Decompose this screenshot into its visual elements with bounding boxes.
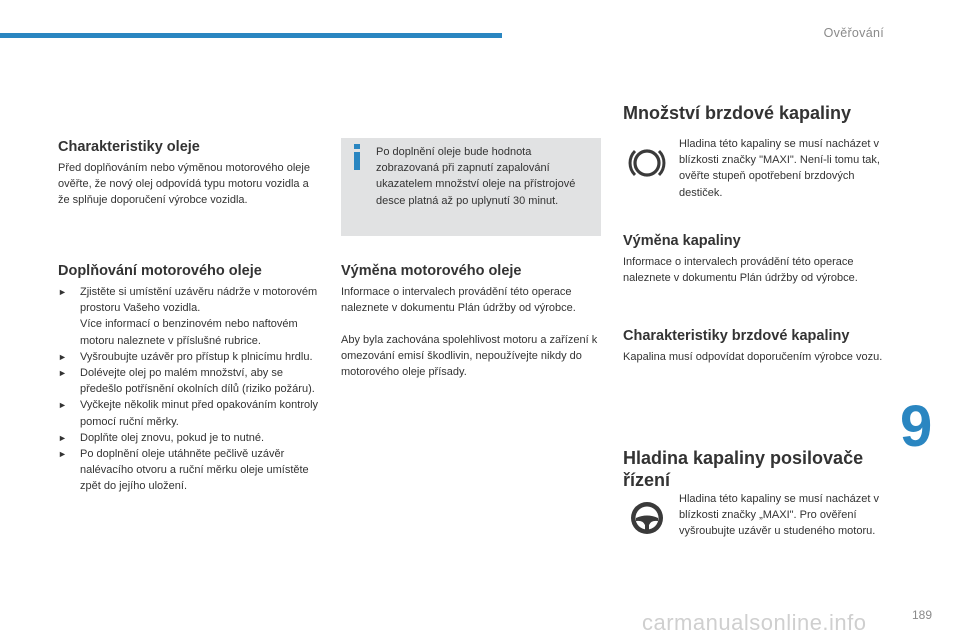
arrow-bullet-icon: ► (58, 400, 67, 411)
list-item: ► Zjistěte si umístění uzávěru nádrže v motorovém prostoru Vašeho vozidla. (58, 286, 318, 315)
info-box (341, 138, 601, 236)
header-accent-bar (0, 33, 502, 38)
watermark: carmanualsonline.info (642, 610, 867, 635)
arrow-bullet-icon: ► (58, 368, 67, 379)
info-text: Po doplnění oleje bude hodnota zobrazovaná při zapnutí zapalování ukazatelem množství oleje na přístrojové desce platná až po uplynutí 30 minut. (376, 146, 576, 207)
power-steering-heading: Hladina kapaliny posilovače řízení (623, 448, 864, 490)
oil-additives-text: Aby byla zachována spolehlivost motoru a zařízení k omezování emisí škodlivin, nepoužívejte nikdy do motorového oleje přísady. (341, 334, 598, 379)
list-item: ► Po doplnění oleje utáhněte pečlivě uzávěr nalévacího otvoru a ruční měrku oleje umístěte zpět do jejího uložení. (58, 448, 309, 493)
oil-change-text: Informace o intervalech provádění této operace naleznete v dokumentu Plán údržby od výrobce. (341, 286, 576, 315)
oil-characteristics-heading: Charakteristiky oleje (58, 139, 200, 155)
brake-fluid-characteristics-heading: Charakteristiky brzdové kapaliny (623, 328, 850, 344)
arrow-bullet-icon: ► (58, 351, 67, 362)
list-item: ► Vyčkejte několik minut před opakováním kontroly pomocí ruční měrky. (58, 399, 319, 428)
fluid-change-text: Informace o intervalech provádění této operace naleznete v dokumentu Plán údržby od výrobce. (623, 256, 858, 285)
steering-wheel-icon (627, 498, 667, 538)
oil-characteristics-text: Před doplňováním nebo výměnou motorového oleje ověřte, že nový olej odpovídá typu motoru vozidla a že splňuje doporučení výrobce vozidla. (58, 162, 310, 207)
oil-topup-steps (58, 284, 320, 495)
brake-warning-icon (627, 143, 667, 183)
list-item: Více informací o benzinovém nebo naftovém motoru naleznete v příslušné rubrice. (80, 318, 298, 347)
page-number: 189 (912, 608, 933, 622)
oil-topup-heading: Doplňování motorového oleje (58, 263, 262, 279)
info-icon (352, 144, 362, 170)
brake-fluid-level-heading: Množství brzdové kapaliny (623, 103, 852, 123)
arrow-bullet-icon: ► (58, 287, 67, 297)
oil-change-heading: Výměna motorového oleje (341, 263, 522, 279)
arrow-bullet-icon: ► (58, 432, 67, 443)
arrow-bullet-icon: ► (58, 449, 67, 460)
power-steering-text: Hladina této kapaliny se musí nacházet v blízkosti značky „MAXI". Pro ověření vyšroubujte uzávěr u studeného motoru. (679, 493, 879, 538)
fluid-change-heading: Výměna kapaliny (623, 233, 741, 249)
chapter-number: 9 (900, 394, 933, 459)
section-title: Ověřování (823, 26, 884, 40)
list-item: ► Dolévejte olej po malém množství, aby se předešlo potřísnění okolních dílů (riziko požáru). (58, 367, 315, 396)
list-item: ► Vyšroubujte uzávěr pro přístup k plnicímu hrdlu. (58, 349, 320, 365)
list-item: ► Doplňte olej znovu, pokud je to nutné. (58, 430, 320, 446)
brake-fluid-level-text: Hladina této kapaliny se musí nacházet v blízkosti značky "MAXI". Není-li tomu tak, ověřte stupeň opotřebení brzdových destiček. (679, 138, 880, 199)
brake-fluid-characteristics-text: Kapalina musí odpovídat doporučením výrobce vozu. (623, 351, 883, 363)
